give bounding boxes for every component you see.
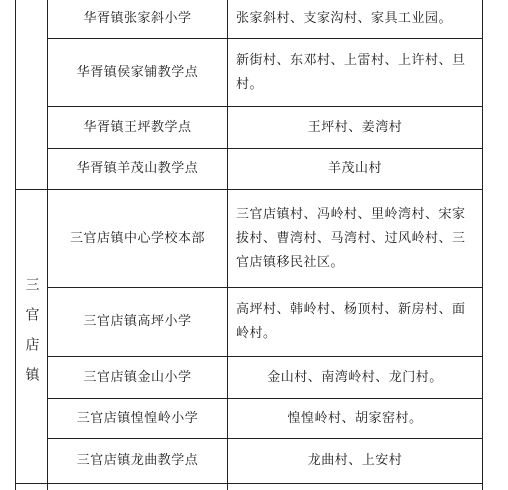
villages-text: 金山村、南湾岭村、龙门村。 [267, 369, 443, 385]
school-name: 三官店镇高坪小学 [83, 314, 192, 329]
town-cell-sanguandian [16, 190, 47, 483]
school-name: 三官店镇惶惶岭小学 [76, 410, 199, 426]
table-row [228, 399, 482, 438]
villages-text: 张家斜村、支家沟村、家具工业园。 [236, 11, 453, 26]
school-name: 三官店镇龙曲教学点 [76, 453, 199, 468]
school-name: 华胥镇王坪教学点 [83, 119, 192, 135]
town-label: 三官店镇 [23, 276, 40, 397]
table-row [48, 107, 227, 148]
school-name: 华胥镇张家斜小学 [83, 11, 192, 26]
table-row [48, 439, 227, 483]
school-name: 华胥镇羊茂山教学点 [76, 161, 199, 176]
table-row [228, 0, 482, 38]
table-border-right [482, 0, 483, 490]
school-name: 华胥镇侯家铺教学点 [76, 64, 199, 80]
school-name: 三官店镇金山小学 [83, 369, 192, 385]
villages-text: 羊茂山村 [327, 161, 382, 176]
villages-text: 三官店镇村、冯岭村、里岭湾村、宋家拔村、曹湾村、马湾村、过风岭村、三官店镇移民社区。 [236, 206, 466, 270]
villages-text: 新街村、东邓村、上雷村、上许村、旦村。 [236, 52, 466, 92]
row-divider [15, 483, 483, 484]
table-row [48, 357, 227, 398]
villages-text: 惶惶岭村、胡家窑村。 [287, 410, 423, 426]
table-row [228, 39, 482, 106]
school-name: 三官店镇中心学校本部 [69, 230, 205, 246]
table-row [48, 190, 227, 287]
table-row [48, 39, 227, 106]
table-row [228, 190, 482, 287]
villages-text: 王坪村、姜湾村 [307, 119, 403, 135]
table-row [48, 399, 227, 438]
table-row [228, 288, 482, 356]
table-row [48, 288, 227, 356]
table-row [48, 149, 227, 189]
villages-text: 高坪村、韩岭村、杨顶村、新房村、面岭村。 [236, 302, 466, 341]
table-row [228, 107, 482, 148]
table-row [228, 357, 482, 398]
villages-text: 龙曲村、上安村 [307, 453, 403, 468]
table-row [48, 0, 227, 38]
table-row [228, 439, 482, 483]
table-row [228, 149, 482, 189]
